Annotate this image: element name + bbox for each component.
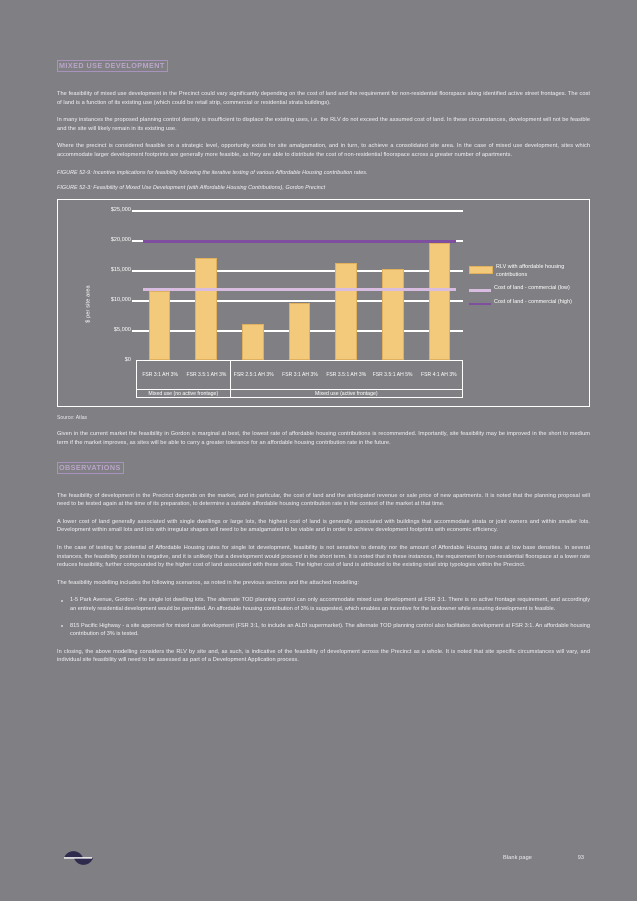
post-chart-paragraph: Given in the current market the feasibility in Gordon is marginal at best, the lowest rate of affordable housing contributions is recommended. Importantly, site feasibility may be improved in the short to medium term if the market improves, as sites will be able to carry a greater tolerance for an affordable housing contribution rate in the future.: [57, 431, 590, 446]
footer-label: Blank page: [503, 855, 532, 861]
observations-heading: OBSERVATIONS: [57, 462, 124, 474]
observations-paragraph-2: A lower cost of land generally associated with single dwellings or large lots, the highest cost of land is generally associated with buildings that accommodate strata or joint owners and within smaller lots. Development within small lots and lots with irregular shapes will need to be amalgamated to be viable and in order to achieve development footprints with economic efficiency.: [57, 518, 590, 534]
closing-paragraph: In closing, the above modelling considers the RLV by site and, as such, is indicative of the feasibility of development across the Precinct as a whole. It is noted that site specific circumstances will vary, and individual site feasibility will need to be assessed as part of a Development Application process.: [57, 648, 590, 664]
legend-label: RLV with affordable housing contributions: [496, 264, 565, 278]
observations-paragraph-1: The feasibility of development in the Precinct depends on the market, and in particular, the cost of land and the anticipated revenue or sale price of new apartments. It is noted that the planning proposal will need to be tested again at the time of its preparation, to determine a suitable affordable housing contribution rate in the context of the market at that time.: [57, 492, 590, 508]
list-item: 815 Pacific Highway - a site approved for mixed use development (FSR 3:1, to include an ALDI supermarket). The alternate TOD planning control also facilitates development at FSR 3:1. An affordable housing contribution of 3% is tested.: [57, 622, 590, 639]
page-title: MIXED USE DEVELOPMENT: [57, 60, 168, 72]
bar-slot: [323, 210, 370, 360]
paragraph-1: The feasibility of mixed use development in the Precinct could vary significantly depending on the cost of land and the requirement for non-residential floorspace along identified active street frontages. The cost of land is a function of its existing use (which could be retail strip, commercial or residential strata buildings).: [57, 91, 590, 106]
y-axis-tick-label: $20,000: [110, 237, 131, 244]
legend-item: [469, 264, 581, 279]
bar-slot: [136, 210, 183, 360]
legend-item: [469, 299, 581, 306]
figure-caption-52-9: FIGURE 52-9: Incentive implications for feasibility following the iterative testing of various Affordable Housing contribution rates.: [57, 169, 368, 176]
y-axis-title: $ per site area: [85, 285, 92, 324]
brand-logo-icon: [62, 846, 104, 866]
category-label: FSR 3.5:1 AH 5%: [372, 372, 413, 379]
source-note: Source: Atlas: [57, 415, 88, 422]
legend-swatch: [469, 303, 491, 305]
category-label: FSR 3:1 AH 3%: [282, 372, 318, 379]
bar-chart: [64, 206, 585, 402]
figure-caption-52-3: FIGURE 52-3: Feasibility of Mixed Use Development (with Affordable Housing Contributions), Gordon Precinct: [57, 184, 326, 191]
legend-swatch: [469, 289, 491, 291]
bar: [195, 258, 216, 360]
observations-paragraph-3: In the case of testing for potential of Affordable Housing rates for single lot development, feasibility is not sensitive to density nor the amount of Affordable Housing rates at low base densities. In several instances, the feasibility position is negative, and it is unlikely that a development would proceed in the short term. It is noted that in these instances, the requirement for non-residential floorspace at a lower rate reduces feasibility, further compounded by the higher cost of land associated with these sites. The higher cost of land is attributed to the existing retail strip typologies within the Precinct.: [57, 544, 590, 569]
category-group: [231, 360, 463, 398]
paragraph-3: Where the precinct is considered feasible on a strategic level, opportunity exists for site amalgamation, and in turn, to achieve a consolidated site area. In the case of mixed use development, sites which accommodate larger development footprints are generally more feasible, as they are able to distribute the cost of non-residential floorspace across a greater number of apartments.: [57, 143, 590, 158]
paragraph-2: In many instances the proposed planning control density is insufficient to displace the existing uses, i.e. the RLV do not exceed the assumed cost of land. In these circumstances, development will not be feasible and the site will likely remain in its existing use.: [57, 117, 590, 132]
mixed-use-heading-wrap: [57, 55, 590, 81]
category-label-row: [137, 361, 230, 390]
y-axis-tick-label: $15,000: [110, 267, 131, 274]
observations-bullet-list: [57, 596, 590, 638]
legend-label: Cost of land - commercial (high): [494, 298, 572, 305]
bar: [335, 263, 356, 360]
y-axis-tick-labels: [82, 207, 134, 364]
page-number: 93: [577, 855, 584, 861]
legend-swatch: [469, 266, 493, 274]
bar: [429, 243, 450, 360]
chart-legend: [469, 264, 581, 312]
category-label: FSR 3:1 AH 3%: [142, 372, 178, 379]
bar-slot: [229, 210, 276, 360]
category-label: FSR 2.5:1 AH 3%: [233, 372, 274, 379]
bar: [289, 303, 310, 360]
legend-item: [469, 285, 581, 292]
legend-label: Cost of land - commercial (low): [494, 285, 570, 292]
bar-slot: [183, 210, 230, 360]
category-label: FSR 3.5:1 AH 3%: [186, 372, 227, 379]
reference-line: [143, 288, 457, 290]
bar-slot: [370, 210, 417, 360]
category-group: [137, 360, 231, 398]
bar-series: [136, 210, 463, 360]
group-label: Mixed use (active frontage): [315, 391, 378, 398]
y-axis-tick-label: $25,000: [110, 207, 131, 214]
y-axis-tick-label: $5,000: [113, 327, 131, 334]
category-axis: [136, 360, 463, 398]
list-item: 1-5 Park Avenue, Gordon - the single lot dwelling lots. The alternate TOD planning control can only accommodate mixed use development at FSR 3:1. There is no active frontage requirement, and accordingly an entirely residential development would be permitted. An affordable housing contribution of 3% is suggested, which enables an incentive for the landowner while ensuring development is feasible.: [57, 596, 590, 613]
category-label: FSR 4:1 AH 3%: [421, 372, 457, 379]
category-label-row: [231, 361, 462, 390]
bar: [242, 324, 263, 360]
observations-heading-wrap: [57, 457, 590, 483]
category-label: FSR 3.5:1 AH 3%: [326, 372, 367, 379]
bar: [149, 291, 170, 360]
group-label: Mixed use (no active frontage): [148, 391, 219, 398]
plot-area: [136, 210, 463, 360]
page-footer: [57, 840, 590, 868]
bar: [382, 269, 403, 360]
y-axis-tick-label: $0: [124, 357, 131, 364]
observations-paragraph-4: The feasibility modelling includes the following scenarios, as noted in the previous sections and the attached modelling:: [57, 579, 360, 586]
y-axis-tick-label: $10,000: [110, 297, 131, 304]
bar-slot: [416, 210, 463, 360]
bar-slot: [276, 210, 323, 360]
reference-line: [143, 240, 457, 242]
figure-container: [57, 199, 590, 407]
